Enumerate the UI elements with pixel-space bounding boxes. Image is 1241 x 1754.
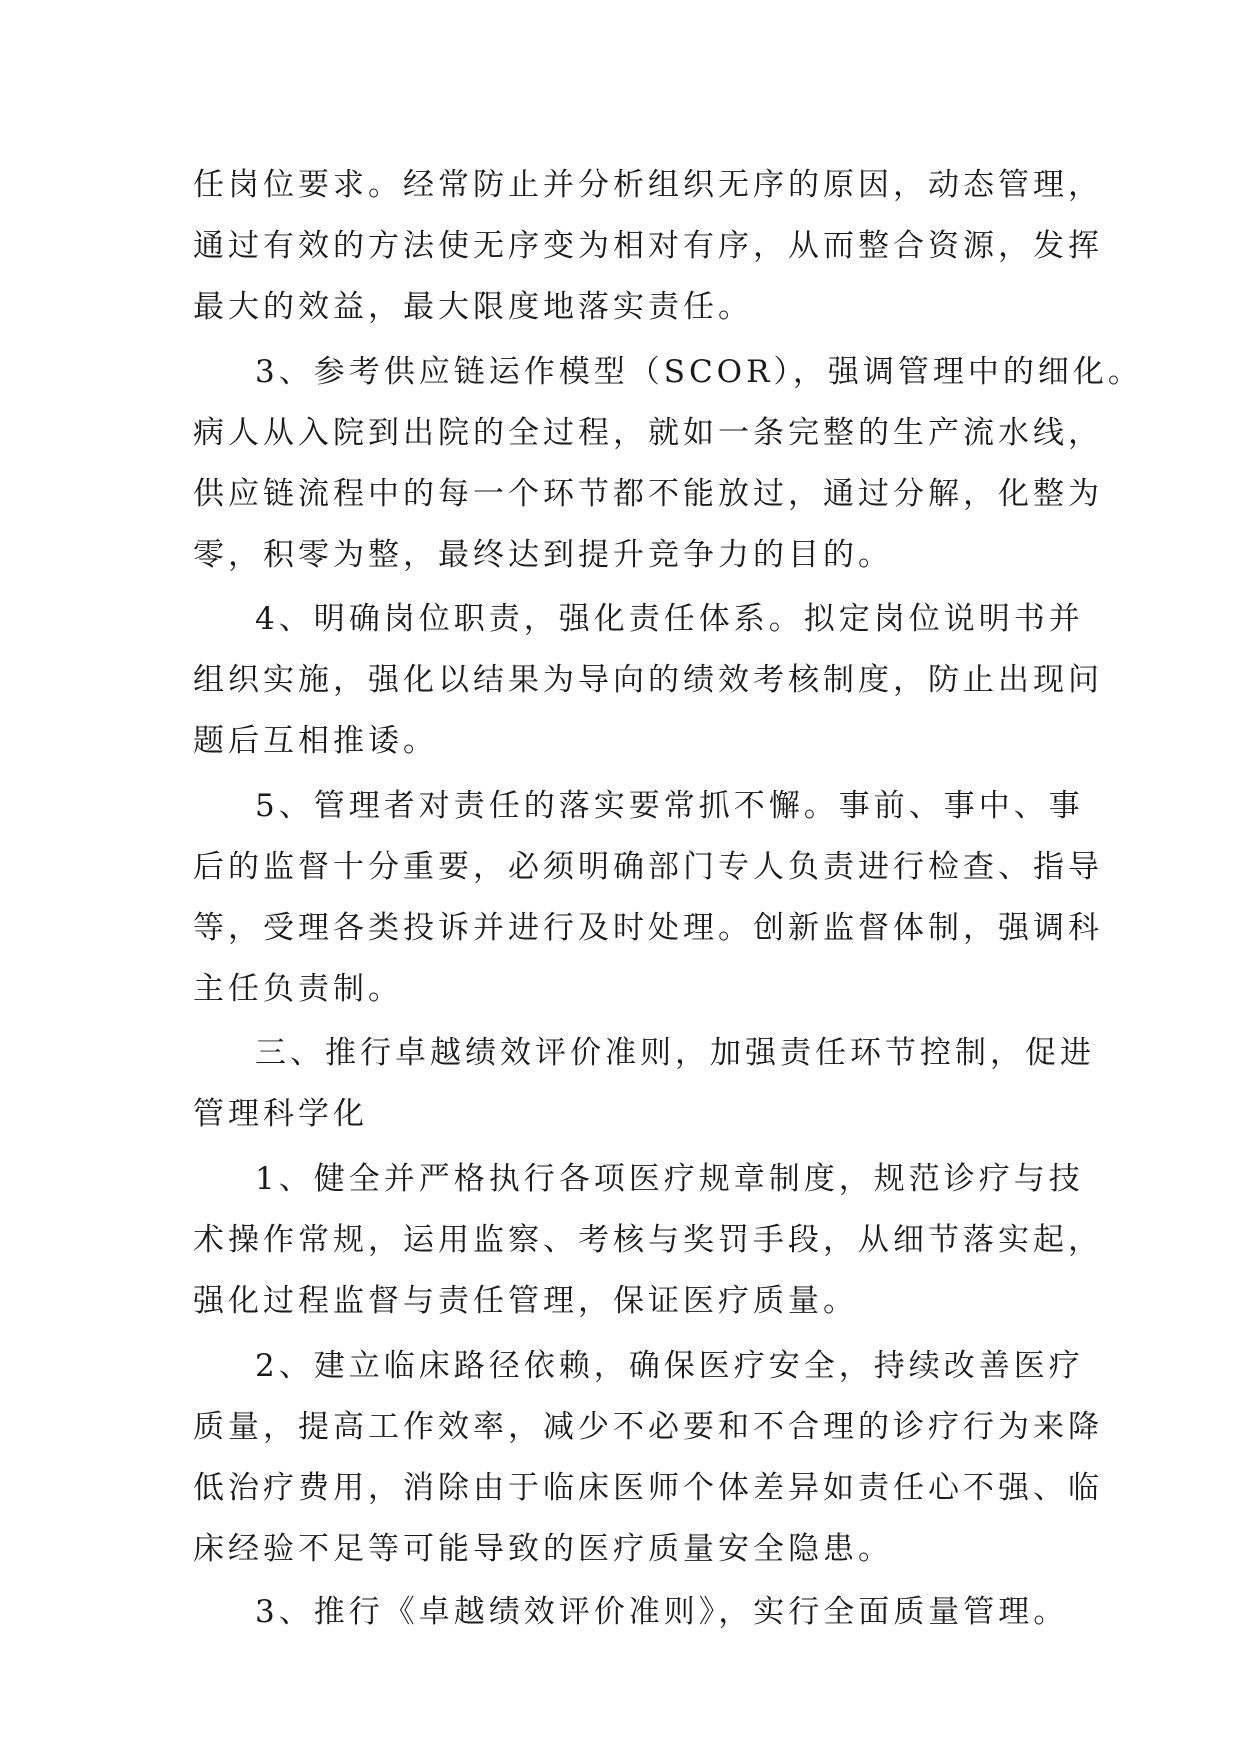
text-line: 最大的效益，最大限度地落实责任。: [193, 289, 753, 325]
paragraph-first-line: 3、推行《卓越绩效评价准则》，实行全面质量管理。: [255, 1594, 1069, 1630]
text-line: 低治疗费用，消除由于临床医师个体差异如责任心不强、临: [193, 1470, 1103, 1506]
text-line: 病人从入院到出院的全过程，就如一条完整的生产流水线，: [193, 415, 1103, 451]
text-line: 等，受理各类投诉并进行及时处理。创新监督体制，强调科: [193, 910, 1103, 946]
text-line: 供应链流程中的每一个环节都不能放过，通过分解，化整为: [193, 476, 1103, 512]
text-line: 零，积零为整，最终达到提升竞争力的目的。: [193, 537, 893, 573]
text-line: 强化过程监督与责任管理，保证医疗质量。: [193, 1283, 858, 1319]
text-line: 题后互相推诿。: [193, 723, 438, 759]
text-line: 通过有效的方法使无序变为相对有序，从而整合资源，发挥: [193, 228, 1103, 264]
text-line: 组织实施，强化以结果为导向的绩效考核制度，防止出现问: [193, 662, 1103, 698]
text-line: 主任负责制。: [193, 971, 403, 1007]
text-line: 术操作常规，运用监察、考核与奖罚手段，从细节落实起，: [193, 1222, 1103, 1258]
paragraph-first-line: 5、管理者对责任的落实要常抓不懈。事前、事中、事: [255, 788, 1084, 824]
section-heading-line: 管理科学化: [193, 1096, 368, 1132]
paragraph-first-line: 1、健全并严格执行各项医疗规章制度，规范诊疗与技: [255, 1161, 1084, 1197]
paragraph-first-line: 4、明确岗位职责，强化责任体系。拟定岗位说明书并: [255, 601, 1084, 637]
text-line: 床经验不足等可能导致的医疗质量安全隐患。: [193, 1531, 893, 1567]
paragraph-first-line: 2、建立临床路径依赖，确保医疗安全，持续改善医疗: [255, 1348, 1084, 1384]
text-line: 质量，提高工作效率，减少不必要和不合理的诊疗行为来降: [193, 1409, 1103, 1445]
text-line: 后的监督十分重要，必须明确部门专人负责进行检查、指导: [193, 849, 1103, 885]
paragraph-first-line: 3、参考供应链运作模型（SCOR），强调管理中的细化。: [255, 354, 1143, 390]
text-line: 任岗位要求。经常防止并分析组织无序的原因，动态管理，: [193, 167, 1103, 203]
section-heading-line: 三、推行卓越绩效评价准则，加强责任环节控制，促进: [255, 1035, 1095, 1071]
